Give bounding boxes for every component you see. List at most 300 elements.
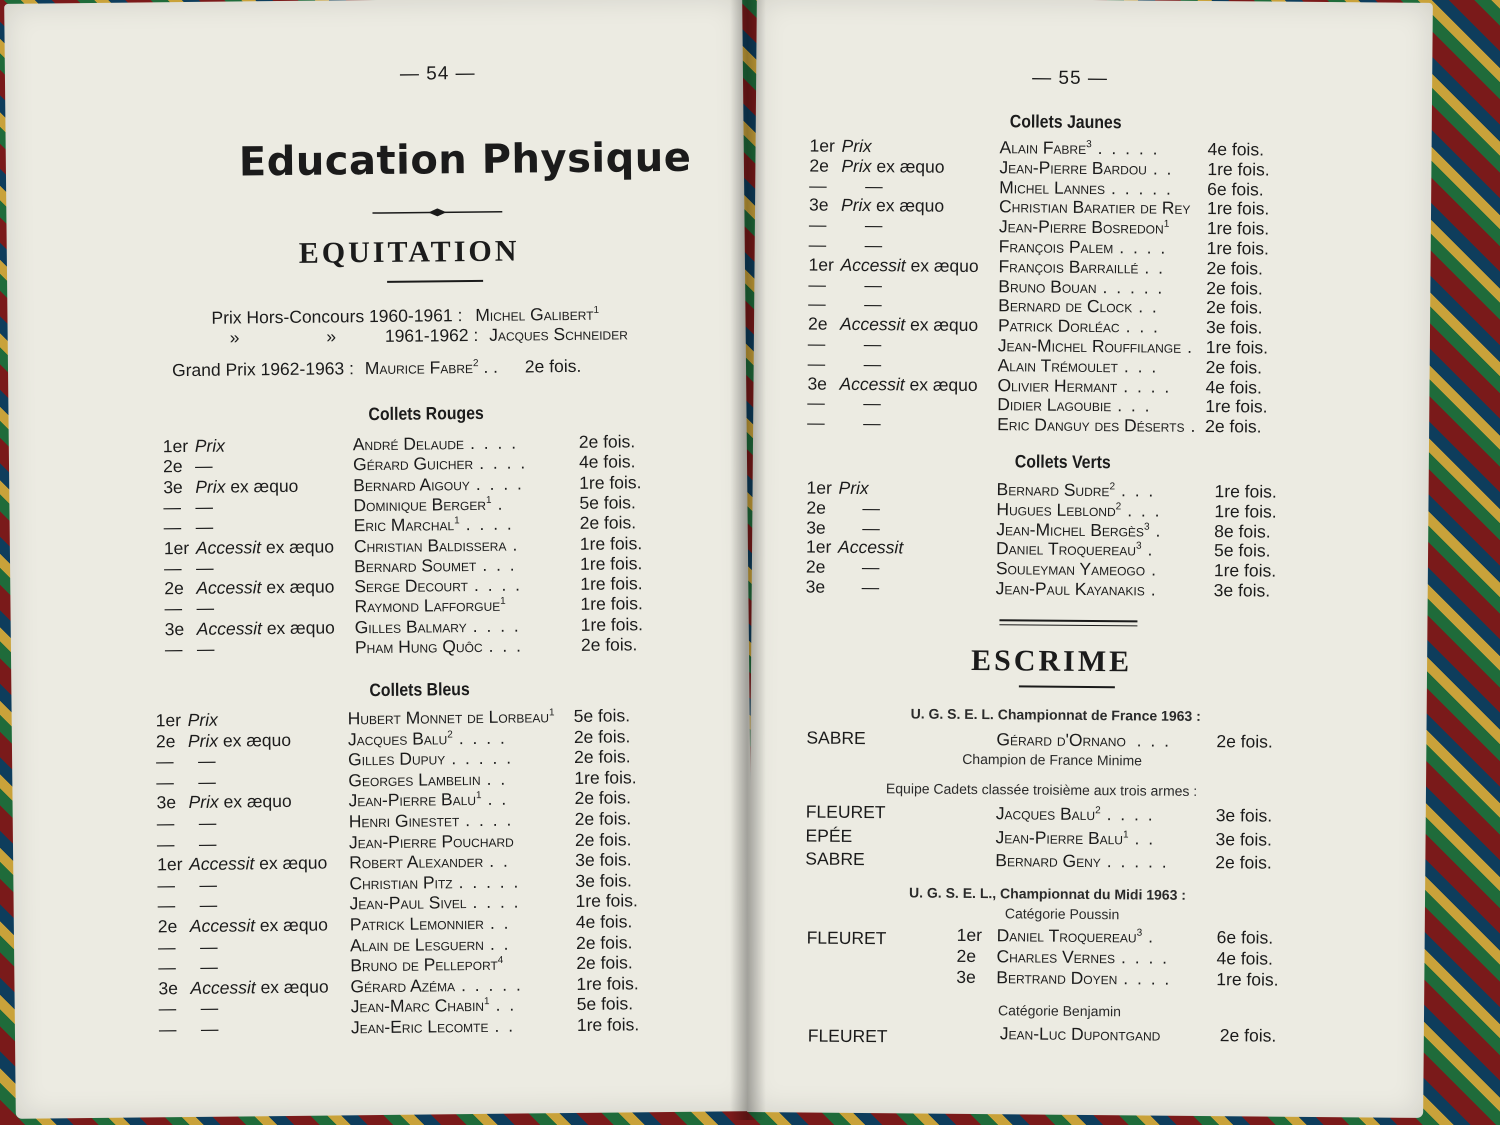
dot-leader: . bbox=[1150, 579, 1158, 600]
entry-award: — bbox=[863, 334, 882, 355]
entry-times: 1re fois. bbox=[579, 471, 642, 493]
entry-name-text: Jean-Pierre Bosredon bbox=[998, 216, 1164, 238]
entry-times: 2e fois. bbox=[579, 512, 637, 534]
heading-collets-jaunes: Collets Jaunes bbox=[1009, 111, 1122, 133]
entry-name bbox=[350, 954, 503, 977]
entry-award: Accessit bbox=[837, 537, 904, 558]
entry-name bbox=[354, 575, 522, 598]
entry-times: 1re fois. bbox=[1206, 238, 1270, 259]
entry-award: — bbox=[198, 812, 217, 833]
entry-award: — bbox=[862, 517, 880, 538]
entry-times: 1re fois. bbox=[576, 973, 639, 994]
entry-times: 4e fois. bbox=[1207, 139, 1265, 160]
entry-rank: — bbox=[158, 1019, 177, 1040]
ditto-mark: » bbox=[326, 326, 337, 347]
entry-rank: 3e bbox=[807, 373, 828, 394]
entry-times: 2e fois. bbox=[573, 746, 631, 768]
section-rule bbox=[1019, 685, 1115, 688]
entry-rank: — bbox=[808, 234, 827, 255]
sabre-entry bbox=[996, 729, 1171, 752]
entry-award: Prix ex æquo bbox=[187, 729, 292, 751]
entry-name bbox=[354, 514, 514, 537]
entry-award: — bbox=[863, 393, 881, 414]
entry-times: 1re fois. bbox=[1216, 969, 1279, 990]
dot-leader: . bbox=[1155, 520, 1163, 541]
dot-leader: . bbox=[1151, 559, 1159, 580]
dot-leader: . . . . bbox=[1123, 375, 1172, 397]
collets-jaunes-list bbox=[756, 135, 1432, 437]
entry-rank: — bbox=[807, 392, 825, 414]
dot-leader: . . . . bbox=[465, 513, 514, 535]
entry-award: Prix ex æquo bbox=[195, 475, 299, 497]
entry-times: 1re fois. bbox=[1206, 198, 1270, 219]
entry-name bbox=[995, 850, 1168, 873]
entry-times: 1re fois. bbox=[574, 767, 637, 788]
entry-name-text: Hugues Leblond bbox=[996, 498, 1116, 521]
footnote-marker: 1 bbox=[454, 515, 460, 527]
grand-prix-name: Maurice Fabre bbox=[364, 357, 474, 379]
entry-award: — bbox=[864, 215, 883, 236]
entry-name-text: Jean-Paul Kayanakis bbox=[995, 578, 1145, 600]
entry-rank: 3e bbox=[806, 517, 826, 538]
entry-name-text: Serge Decourt bbox=[354, 575, 469, 597]
dot-leader: . . . bbox=[488, 635, 524, 656]
entry-name-text: Robert Alexander bbox=[349, 851, 484, 873]
dot-leader: . . . . bbox=[472, 891, 521, 913]
dot-leader: . . bbox=[1134, 827, 1156, 849]
grand-prix-label: Grand Prix 1962-1963 : bbox=[171, 358, 355, 381]
footnote-marker: 1 bbox=[485, 494, 492, 506]
section-rule bbox=[387, 280, 483, 283]
entry-times: 3e fois. bbox=[1215, 805, 1273, 826]
hors-concours-label-1: Prix Hors-Concours 1960-1961 : bbox=[211, 305, 463, 328]
entry-name-text: Bernard Geny bbox=[995, 850, 1101, 872]
entry-name bbox=[349, 871, 520, 894]
entry-times: 1re fois. bbox=[1213, 560, 1277, 581]
entry-name bbox=[350, 933, 511, 956]
entry-times: 2e fois. bbox=[580, 634, 638, 655]
entry-rank: — bbox=[156, 813, 175, 834]
entry-name-text: Bernard Aigouy bbox=[353, 473, 470, 495]
entry-name bbox=[349, 830, 514, 853]
entry-rank: 3e bbox=[163, 476, 183, 497]
left-page bbox=[4, 0, 754, 1119]
dot-leader: . . . . bbox=[1120, 947, 1170, 968]
dot-leader: . . bbox=[489, 912, 511, 933]
entry-times: 2e fois. bbox=[1205, 356, 1263, 378]
categorie-poussin: Catégorie Poussin bbox=[1004, 905, 1120, 923]
collets-verts-list bbox=[753, 477, 1429, 601]
dot-leader: . bbox=[512, 534, 520, 555]
entry-rank: 2e bbox=[806, 497, 826, 518]
entry-weapon: EPÉE bbox=[805, 825, 853, 846]
entry-name-text: Pham Hung Quôc bbox=[354, 635, 483, 658]
entry-times: 1re fois. bbox=[1207, 158, 1270, 180]
list-item bbox=[749, 848, 1425, 874]
entry-name-text: Christian Pitz bbox=[349, 872, 453, 894]
entry-award: — bbox=[863, 413, 881, 434]
entry-award: Accessit ex æquo bbox=[195, 535, 335, 558]
dot-leader: . . . bbox=[1127, 500, 1162, 521]
footnote-marker: 1 bbox=[500, 596, 506, 608]
entry-rank: 1er bbox=[155, 710, 182, 731]
footnote-marker: 2 bbox=[1109, 481, 1116, 493]
entry-times: 4e fois. bbox=[1205, 376, 1263, 398]
section-rule-top-thin bbox=[999, 624, 1137, 626]
entry-name bbox=[353, 494, 504, 517]
entry-name-text: Christian Baratier de Rey bbox=[998, 196, 1191, 219]
entry-times: 1re fois. bbox=[580, 593, 643, 615]
entry-rank: 1er bbox=[162, 435, 189, 457]
entry-award: — bbox=[864, 294, 882, 315]
entry-name-text: Jean-Marc Chabin bbox=[350, 995, 485, 1017]
entry-award: Accessit ex æquo bbox=[196, 617, 335, 639]
entry-times: 1re fois. bbox=[1205, 396, 1268, 417]
entry-name-text: Daniel Troquereau bbox=[995, 538, 1137, 560]
entry-award: — bbox=[196, 638, 215, 659]
entry-name-text: Patrick Lemonnier bbox=[349, 912, 484, 935]
entry-award: — bbox=[198, 750, 216, 772]
entry-times: 2e fois. bbox=[1215, 852, 1272, 873]
entry-rank: 3e bbox=[156, 792, 177, 813]
entry-award: Prix bbox=[194, 435, 226, 456]
entry-rank: 1er bbox=[806, 477, 832, 498]
entry-name-text: Didier Lagoubie bbox=[997, 394, 1112, 416]
entry-rank: 1er bbox=[157, 854, 183, 875]
entry-times: 2e fois. bbox=[576, 952, 633, 974]
entry-award: — bbox=[196, 598, 215, 619]
entry-name-text: Jacques Balu bbox=[995, 803, 1096, 825]
entry-times: 1re fois. bbox=[576, 1014, 640, 1035]
dot-leader: . . . . bbox=[1119, 237, 1168, 258]
dot-leader: . . . bbox=[1136, 730, 1172, 751]
entry-rank: — bbox=[807, 333, 826, 354]
entry-times: 3e fois. bbox=[575, 849, 632, 871]
entry-times: 4e fois. bbox=[575, 911, 633, 932]
entry-times: 5e fois. bbox=[579, 492, 636, 513]
entry-award: Prix ex æquo bbox=[188, 791, 292, 813]
entry-award: Accessit ex æquo bbox=[840, 254, 979, 276]
dot-leader: . . bbox=[494, 1015, 516, 1036]
section-escrime: ESCRIME bbox=[970, 643, 1133, 679]
footnote-marker: 1 bbox=[593, 304, 600, 316]
entry-times: 2e fois. bbox=[1206, 277, 1263, 299]
entry-award: — bbox=[863, 353, 882, 374]
benjamin-name: Jean-Luc Dupontgand bbox=[999, 1023, 1161, 1045]
entry-rank: — bbox=[163, 496, 182, 518]
heading-collets-bleus: Collets Bleus bbox=[369, 679, 470, 701]
entry-name bbox=[350, 892, 521, 915]
entry-rank: — bbox=[158, 998, 177, 1019]
entry-times: 3e fois. bbox=[575, 870, 632, 891]
dot-leader: . . . . bbox=[469, 432, 519, 454]
dot-leader: . . bbox=[1138, 296, 1159, 317]
entry-name-text: Gérard Azéma bbox=[350, 975, 456, 997]
entry-name-text: Gilles Dupuy bbox=[348, 748, 446, 770]
entry-times: 2e fois. bbox=[575, 931, 633, 953]
entry-rank: 3e bbox=[808, 194, 829, 216]
entry-name bbox=[354, 534, 520, 557]
entry-name bbox=[355, 635, 523, 658]
entry-award: — bbox=[195, 516, 214, 538]
ditto-mark: » bbox=[229, 327, 240, 348]
entry-award: — bbox=[861, 577, 880, 598]
dot-leader: . . bbox=[1144, 257, 1166, 278]
dot-leader: . . . bbox=[1117, 395, 1152, 416]
entry-rank: — bbox=[163, 517, 182, 538]
footnote-marker: 4 bbox=[497, 955, 504, 967]
entry-times: 3e fois. bbox=[1215, 828, 1273, 850]
entry-times: 1re fois. bbox=[1214, 481, 1277, 502]
entry-name-text: Souleyman Yameogo bbox=[995, 558, 1146, 580]
entry-name-text: Patrick Dorléac bbox=[997, 315, 1120, 337]
dot-leader: . . . . . bbox=[1111, 177, 1173, 199]
entry-rank: 2e bbox=[157, 916, 178, 937]
dot-leader: . . . . . bbox=[1102, 276, 1165, 298]
entry-name bbox=[349, 851, 510, 874]
entry-name-text: Daniel Troquereau bbox=[996, 925, 1137, 947]
sabre-label: SABRE bbox=[806, 727, 866, 749]
collets-rouges-list bbox=[9, 430, 747, 660]
entry-rank: — bbox=[158, 957, 176, 978]
entry-award: Prix ex æquo bbox=[841, 155, 945, 177]
collets-bleus-list bbox=[12, 704, 750, 1040]
poussin-weapon: FLEURET bbox=[806, 927, 887, 949]
entry-name-text: Eric Marchal bbox=[353, 514, 455, 536]
equipe-list bbox=[750, 801, 1426, 873]
entry-name-text: Jean-Paul Sivel bbox=[349, 892, 467, 914]
entry-name-text: André Delaude bbox=[352, 433, 465, 455]
entry-times: 1re fois. bbox=[1205, 337, 1269, 358]
entry-rank: — bbox=[157, 895, 176, 916]
entry-name-text: Bruno de Pelleport bbox=[350, 953, 498, 976]
dot-leader: . . . . bbox=[475, 473, 524, 494]
entry-times: 2e fois. bbox=[574, 828, 632, 850]
entry-award: Accessit ex æquo bbox=[839, 373, 978, 395]
dot-leader: . . bbox=[1190, 416, 1212, 437]
entry-name-text: Gérard Guicher bbox=[352, 453, 474, 475]
entry-weapon: FLEURET bbox=[805, 801, 886, 823]
dot-leader: . . . . . bbox=[451, 747, 514, 769]
dot-leader: . bbox=[497, 493, 505, 514]
entry-name-text: Jean-Michel Bergès bbox=[996, 518, 1145, 541]
entry-rank: 2e bbox=[807, 313, 828, 334]
entry-award: Prix bbox=[187, 709, 218, 731]
categorie-benjamin: Catégorie Benjamin bbox=[997, 1002, 1122, 1020]
entry-rank: — bbox=[808, 214, 827, 235]
page-number: — 54 — bbox=[399, 62, 476, 85]
section-equitation: EQUITATION bbox=[298, 234, 520, 270]
entry-name bbox=[353, 433, 518, 456]
entry-name-text: Bertrand Doyen bbox=[996, 967, 1118, 989]
entry-rank: — bbox=[157, 936, 176, 957]
entry-name bbox=[348, 768, 507, 791]
sabre-times: 2e fois. bbox=[1216, 731, 1273, 752]
entry-name-text: François Barraillé bbox=[998, 255, 1139, 278]
footnote-marker: 3 bbox=[1136, 927, 1143, 939]
entry-rank: 3e bbox=[164, 618, 185, 639]
entry-rank: — bbox=[156, 751, 174, 772]
entry-name-text: Eric Danguy des Déserts bbox=[997, 414, 1185, 437]
entry-times: 1re fois. bbox=[1214, 500, 1277, 522]
dot-leader: . . bbox=[495, 994, 517, 1016]
entry-name-text: Bernard Soumet bbox=[353, 554, 477, 577]
heading-collets-rouges: Collets Rouges bbox=[368, 402, 484, 425]
entry-rank: — bbox=[808, 274, 826, 295]
dot-leader: . . . . bbox=[1106, 804, 1155, 825]
entry-award: — bbox=[861, 557, 880, 578]
entry-times: 1re fois. bbox=[579, 532, 643, 554]
entry-rank: 3e bbox=[805, 576, 826, 597]
entry-name-text: Alain Trémoulet bbox=[997, 354, 1119, 377]
entry-rank: 3e bbox=[956, 966, 976, 988]
dot-leader: . . . . . bbox=[460, 974, 523, 995]
entry-name bbox=[353, 453, 527, 476]
hors-concours-label-2: 1961-1962 : bbox=[384, 324, 479, 346]
footnote-marker: 3 bbox=[1135, 540, 1142, 553]
entry-name-text: Jean-Eric Lecomte bbox=[350, 1015, 489, 1038]
entry-name bbox=[996, 946, 1169, 969]
entry-award: Accessit ex æquo bbox=[189, 914, 329, 937]
entry-times: 4e fois. bbox=[1216, 948, 1274, 969]
footnote-marker: 1 bbox=[475, 790, 482, 802]
equipe-note: Equipe Cadets classée troisième aux trois armes : bbox=[885, 780, 1198, 799]
entry-rank: 1er bbox=[805, 536, 832, 558]
entry-name bbox=[353, 473, 524, 496]
right-page bbox=[747, 0, 1433, 1118]
entry-times: 1re fois. bbox=[579, 553, 643, 574]
list-item bbox=[749, 825, 1425, 851]
ornament-divider bbox=[372, 203, 502, 210]
entry-name bbox=[350, 913, 511, 936]
entry-rank: — bbox=[809, 175, 827, 196]
entry-name bbox=[355, 615, 521, 638]
hors-concours-line2 bbox=[230, 323, 628, 348]
entry-times: 8e fois. bbox=[1214, 520, 1271, 542]
entry-name bbox=[996, 803, 1155, 825]
entry-times: 1re fois. bbox=[1206, 218, 1270, 239]
dot-leader: . . . . . bbox=[1097, 138, 1160, 159]
footnote-marker: 1 bbox=[1123, 828, 1129, 841]
entry-name-text: Olivier Hermant bbox=[997, 374, 1118, 396]
benjamin-times: 2e fois. bbox=[1219, 1025, 1277, 1046]
entry-times: 2e fois. bbox=[1206, 297, 1263, 318]
entry-times: 4e fois. bbox=[578, 451, 636, 473]
entry-name bbox=[995, 827, 1155, 849]
entry-name bbox=[349, 810, 514, 833]
entry-award: Prix ex æquo bbox=[840, 195, 945, 217]
entry-name bbox=[350, 974, 523, 997]
entry-name-text: Charles Vernes bbox=[996, 946, 1116, 968]
entry-times: 2e fois. bbox=[1205, 416, 1262, 437]
dot-leader: . . bbox=[487, 789, 509, 810]
entry-rank: 2e bbox=[162, 456, 183, 477]
entry-rank: 1er bbox=[956, 924, 983, 946]
heading-collets-verts: Collets Verts bbox=[1014, 451, 1111, 473]
dot-leader: . . . . bbox=[472, 615, 521, 636]
entry-award: — bbox=[200, 1018, 219, 1039]
entry-times: 2e fois. bbox=[573, 725, 631, 747]
entry-name bbox=[996, 967, 1171, 990]
page-number: — 55 — bbox=[1032, 67, 1108, 90]
entry-name bbox=[348, 789, 508, 812]
entry-rank: — bbox=[807, 353, 826, 374]
entry-name-text: Raymond Lafforgue bbox=[354, 595, 501, 617]
list-item bbox=[750, 801, 1426, 827]
footnote-marker: 3 bbox=[1143, 521, 1150, 533]
entry-award: — bbox=[198, 833, 217, 854]
dot-leader: . . . . . bbox=[458, 871, 521, 892]
footnote-marker: 2 bbox=[472, 358, 479, 370]
entry-award: Accessit ex æquo bbox=[196, 576, 335, 599]
entry-rank: 2e bbox=[155, 730, 176, 751]
dot-leader: . bbox=[1148, 926, 1156, 947]
entry-name-text: Michel Lannes bbox=[999, 176, 1106, 198]
entry-rank: 3e bbox=[158, 977, 179, 999]
entry-rank: 1er bbox=[163, 537, 190, 558]
entry-name-text: Jean-Michel Rouffilange bbox=[997, 335, 1182, 357]
entry-award: — bbox=[199, 874, 218, 895]
entry-name-text: Jean-Pierre Pouchard bbox=[348, 830, 514, 852]
entry-name-text: François Palem bbox=[998, 236, 1114, 258]
footnote-marker: 2 bbox=[447, 729, 453, 741]
entry-name bbox=[997, 925, 1156, 947]
entry-times: 2e fois. bbox=[574, 787, 632, 809]
footnote-marker: 1 bbox=[1163, 218, 1170, 231]
dot-leader: . . . bbox=[1125, 316, 1161, 337]
entry-rank: 2e bbox=[805, 556, 826, 577]
dot-leader: . . . . bbox=[473, 574, 523, 596]
entry-name-text: Alain de Lesguern bbox=[349, 933, 484, 955]
page-title: Education Physique bbox=[238, 134, 692, 186]
entry-name-text: Jean-Pierre Bardou bbox=[999, 156, 1147, 179]
entry-rank: — bbox=[808, 293, 826, 315]
entry-name-text: Christian Baldissera bbox=[353, 534, 507, 556]
entry-name-text: Jean-Pierre Balu bbox=[348, 789, 477, 811]
dot-leader: . . . . . bbox=[1106, 851, 1169, 872]
entry-times: 2e fois. bbox=[578, 431, 636, 452]
entry-award: Accessit ex æquo bbox=[839, 313, 979, 336]
entry-name-text: Bruno Bouan bbox=[998, 275, 1097, 297]
entry-rank: — bbox=[164, 639, 183, 660]
entry-award: Accessit ex æquo bbox=[190, 976, 329, 998]
entry-name bbox=[996, 578, 1158, 600]
entry-name-text: Gilles Balmary bbox=[354, 615, 467, 637]
entry-award: Accessit ex æquo bbox=[189, 852, 328, 875]
entry-name bbox=[354, 595, 505, 618]
dot-leader: . . bbox=[489, 933, 511, 954]
entry-name-text: Hubert Monnet de Lorbeau bbox=[347, 706, 550, 729]
entry-times: 1re fois. bbox=[580, 613, 644, 635]
dot-leader: . bbox=[1147, 539, 1155, 560]
entry-times: 5e fois. bbox=[576, 993, 634, 1015]
entry-award: — bbox=[864, 235, 883, 256]
footnote-marker: 1 bbox=[548, 707, 555, 719]
dot-leader: . . . bbox=[482, 554, 517, 575]
ugsel-france: U. G. S. E. L. Championnat de France 1963 : bbox=[910, 705, 1201, 724]
entry-name bbox=[348, 727, 507, 750]
dot-leader: . . bbox=[486, 768, 508, 789]
entry-times: 1re fois. bbox=[580, 573, 643, 594]
entry-award: — bbox=[865, 175, 883, 196]
section-rule-top bbox=[999, 619, 1137, 622]
footnote-marker: 1 bbox=[483, 996, 490, 1008]
entry-times: 1re fois. bbox=[575, 890, 638, 912]
entry-rank: — bbox=[157, 874, 176, 896]
entry-name bbox=[348, 748, 513, 771]
entry-award: — bbox=[195, 496, 214, 517]
entry-rank: 2e bbox=[956, 945, 977, 967]
